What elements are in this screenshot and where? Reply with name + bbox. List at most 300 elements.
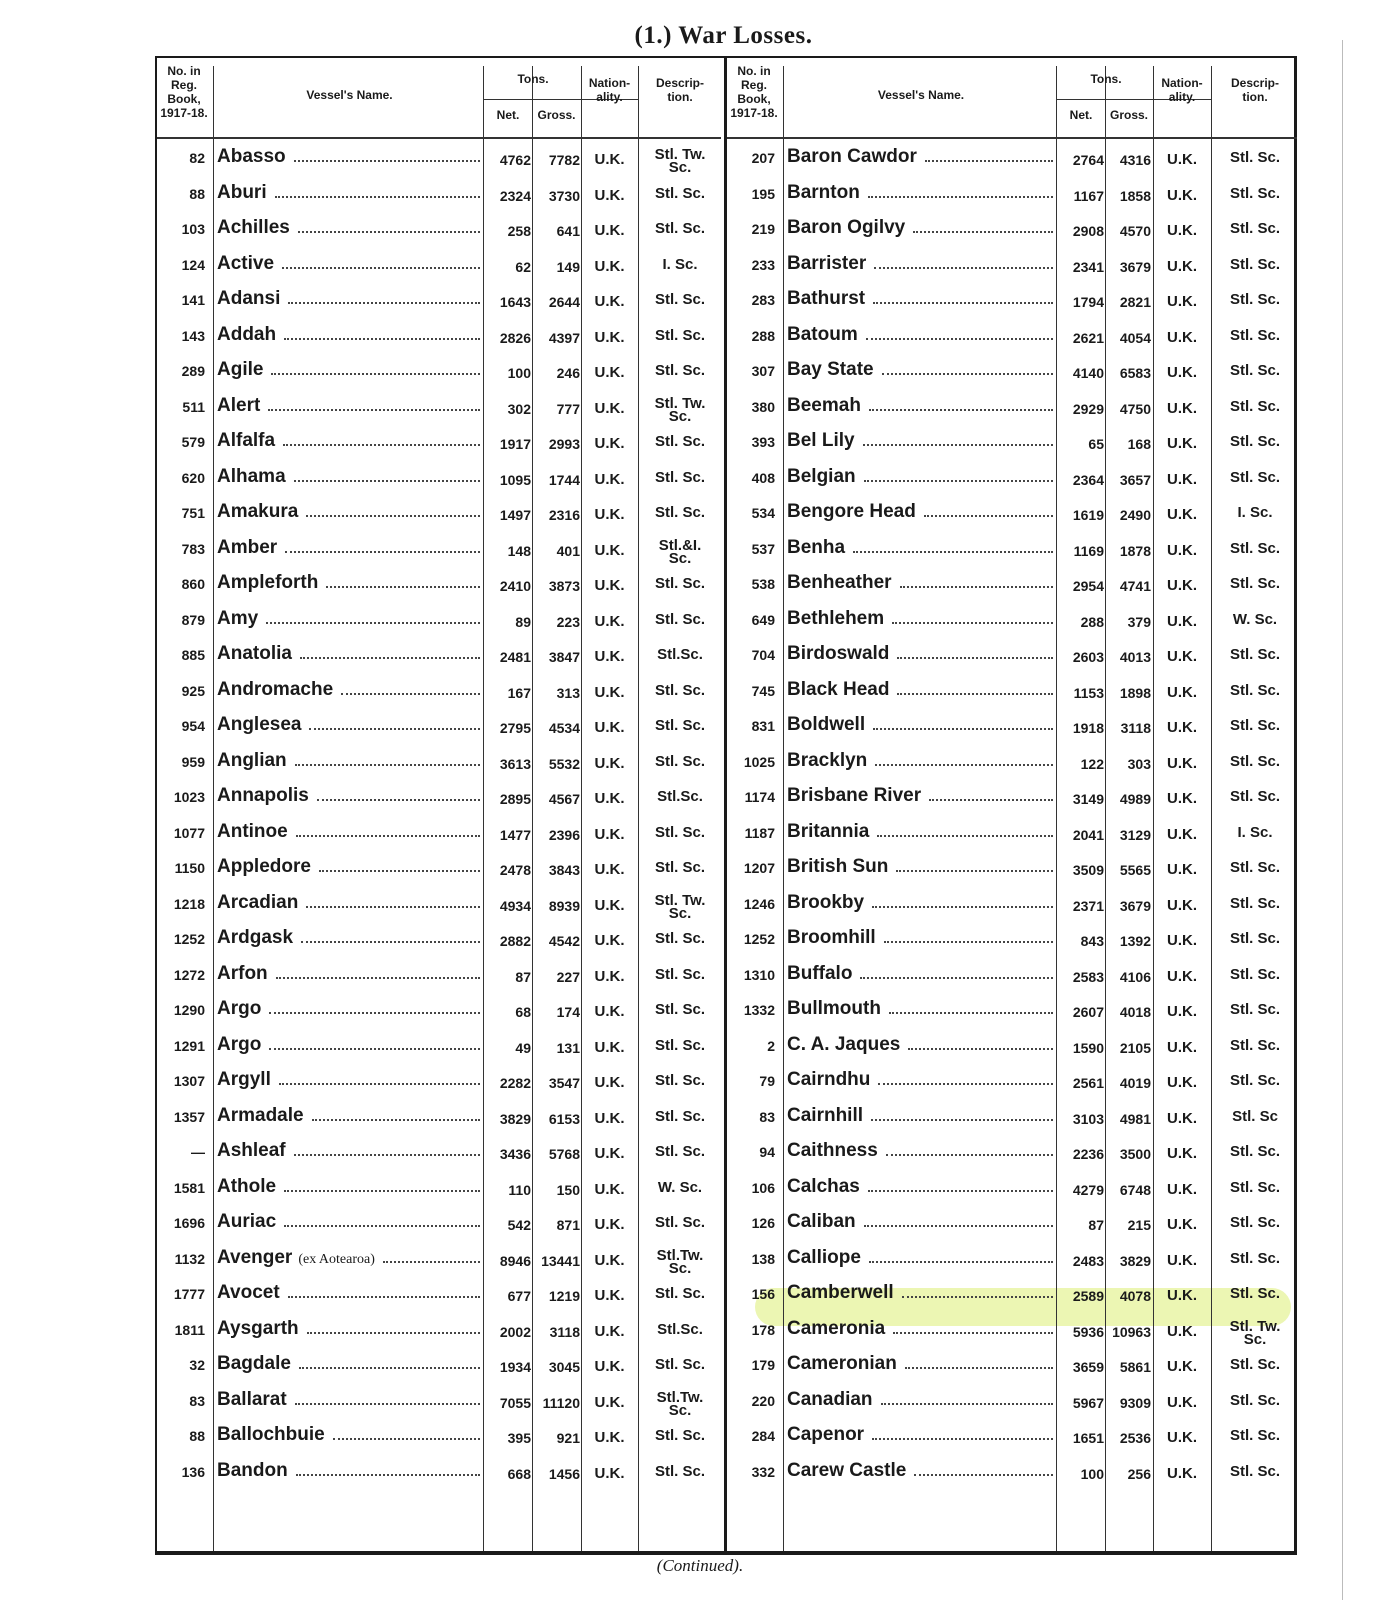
nationality: U.K. (1167, 541, 1197, 559)
vessel-name (787, 572, 1055, 594)
description: I. Sc. (662, 255, 698, 273)
description: Stl. Sc. (1229, 433, 1281, 450)
leader-dots (269, 1048, 480, 1050)
vessel-name-text: Batoum (787, 323, 858, 345)
vessel-name (787, 1424, 1055, 1446)
gross-tons: 3843 (548, 862, 580, 878)
table-row (727, 144, 1297, 180)
leader-dots (925, 160, 1053, 162)
table-row (157, 819, 721, 855)
vessel-name (787, 217, 1055, 239)
nationality: U.K. (594, 1251, 625, 1269)
description: Stl. Tw. Sc. (654, 891, 706, 922)
leader-dots (269, 1012, 480, 1014)
reg-book-number: 751 (181, 505, 205, 521)
nationality: U.K. (1167, 1145, 1197, 1162)
nationality: U.K. (1167, 186, 1197, 204)
nationality: U.K. (1167, 257, 1197, 275)
net-tons: 542 (507, 1217, 531, 1233)
vessel-name-text: British Sun (787, 856, 889, 877)
vessel-name (217, 785, 482, 807)
gross-tons: 4106 (1119, 968, 1151, 985)
table-row (727, 961, 1297, 997)
vessel-name-text: Calchas (787, 1175, 860, 1197)
gross-tons: 4054 (1119, 329, 1151, 346)
leader-dots (884, 941, 1053, 943)
reg-book-number: 1023 (173, 789, 205, 805)
leader-dots (863, 444, 1053, 446)
header-net: Net. (1069, 108, 1093, 122)
description: Stl. Sc. (1229, 468, 1281, 486)
net-tons: 2895 (499, 791, 531, 807)
reg-book-number: 32 (189, 1357, 205, 1373)
reg-book-number: 136 (181, 1463, 205, 1480)
table-row (157, 499, 721, 535)
nationality: U.K. (594, 328, 625, 346)
description: Stl. Sc. (1229, 1391, 1281, 1409)
gross-tons: 3829 (1119, 1252, 1151, 1269)
description: Stl. Sc. (1229, 1214, 1281, 1231)
nationality: U.K. (1167, 1038, 1197, 1056)
nationality: U.K. (1167, 1109, 1197, 1127)
vessel-name-text: Baron Cawdor (787, 146, 917, 167)
gross-tons: 2821 (1119, 294, 1151, 310)
vessel-name-text: Buffalo (787, 962, 853, 984)
vessel-name-text: Brookby (787, 891, 865, 913)
nationality: U.K. (1167, 683, 1197, 701)
leader-dots (897, 693, 1053, 695)
vessel-name (217, 1389, 482, 1411)
description: Stl. Tw. Sc. (654, 146, 706, 176)
gross-tons: 4397 (548, 329, 580, 346)
net-tons: 1590 (1072, 1039, 1104, 1056)
table-row (727, 1351, 1297, 1387)
nationality: U.K. (594, 293, 625, 310)
leader-dots (326, 586, 480, 588)
description: Stl. Sc. (654, 220, 706, 237)
net-tons: 68 (515, 1004, 531, 1020)
reg-book-number: 83 (189, 1392, 205, 1409)
reg-book-number: 511 (182, 398, 205, 415)
nationality: U.K. (1167, 1216, 1197, 1233)
vessel-name (217, 182, 482, 204)
nationality: U.K. (1167, 1358, 1197, 1375)
net-tons: 1169 (1073, 542, 1104, 559)
nationality: U.K. (594, 1287, 625, 1304)
nationality: U.K. (1167, 896, 1197, 914)
table-row (727, 357, 1297, 393)
table-row (727, 1032, 1297, 1068)
vessel-name-text: Black Head (787, 678, 890, 700)
net-tons: 2826 (499, 329, 531, 346)
net-tons: 2607 (1072, 1004, 1104, 1020)
leader-dots (333, 1438, 480, 1440)
description: Stl.Tw. Sc. (656, 1246, 704, 1277)
leader-dots (341, 693, 480, 695)
nationality: U.K. (594, 1003, 625, 1020)
vessel-name (217, 1105, 482, 1127)
vessel-name (217, 217, 482, 239)
leader-dots (929, 799, 1053, 801)
reg-book-number: 1207 (743, 860, 775, 876)
reg-book-number: 2 (767, 1037, 775, 1054)
reg-book-number: 1696 (173, 1215, 205, 1231)
reg-book-number: 745 (751, 682, 775, 699)
gross-tons: 3873 (548, 578, 580, 594)
nationality: U.K. (594, 1074, 625, 1091)
net-tons: 2603 (1072, 649, 1104, 665)
table-row (157, 215, 721, 251)
gross-tons: 1878 (1119, 542, 1151, 559)
table-row (727, 925, 1297, 961)
net-tons: 1934 (499, 1359, 531, 1375)
nationality: U.K. (594, 257, 625, 275)
vessel-name (787, 146, 1055, 168)
table-row (727, 819, 1297, 855)
description: W. Sc. (1232, 610, 1278, 628)
table-row (157, 1351, 721, 1387)
table-row (727, 180, 1297, 216)
nationality: U.K. (1167, 151, 1197, 168)
net-tons: 100 (507, 365, 531, 381)
table-row (157, 606, 721, 642)
table-row (727, 1103, 1297, 1139)
leader-dots (913, 231, 1053, 233)
leader-dots (868, 1190, 1053, 1192)
table-row (727, 215, 1297, 251)
header-nationality: Nation- ality. (588, 76, 631, 104)
gross-tons: 4013 (1119, 649, 1151, 665)
header-gross: Gross. (537, 108, 576, 122)
description: Stl. Tw. Sc. (1229, 1317, 1281, 1348)
description: Stl. Sc. (1229, 291, 1281, 308)
gross-tons: 7782 (548, 152, 580, 168)
reg-book-number: 195 (751, 185, 775, 202)
table-row (727, 1174, 1297, 1210)
vessel-name (217, 1460, 482, 1482)
nationality: U.K. (1167, 861, 1197, 878)
vessel-name (787, 785, 1055, 807)
table-row (727, 854, 1297, 890)
description: Stl. Sc. (1229, 362, 1281, 379)
leader-dots (319, 870, 480, 872)
leader-dots (893, 1332, 1053, 1334)
vessel-name (217, 324, 482, 346)
vessel-name-text: Annapolis (217, 785, 309, 806)
reg-book-number: 233 (751, 256, 775, 273)
vessel-name (217, 466, 482, 488)
leader-dots (874, 267, 1053, 269)
net-tons: 302 (507, 400, 531, 417)
description: Stl. Sc. (654, 362, 706, 379)
gross-tons: 3847 (548, 649, 580, 665)
vessel-name-text: Amy (217, 607, 259, 629)
table-row (727, 393, 1297, 429)
table-row (157, 1280, 721, 1316)
vessel-name-text: Appledore (217, 856, 311, 877)
reg-book-number: 620 (181, 469, 205, 486)
vessel-name-text: Bracklyn (787, 749, 868, 771)
gross-tons: 777 (556, 400, 580, 417)
table-row (727, 1422, 1297, 1458)
description: Stl. Sc. (654, 184, 706, 202)
vessel-name-text: Barnton (787, 181, 860, 203)
nationality: U.K. (594, 1109, 625, 1127)
leader-dots (296, 1474, 480, 1476)
reg-book-number: 1077 (173, 824, 205, 841)
gross-tons: 4750 (1119, 400, 1151, 417)
description: Stl. Sc. (654, 681, 706, 699)
vessel-name (787, 1282, 1055, 1304)
nationality: U.K. (594, 1180, 625, 1198)
net-tons: 87 (1088, 1217, 1104, 1233)
net-tons: 2621 (1072, 329, 1104, 346)
net-tons: 2483 (1072, 1252, 1104, 1269)
description: Stl. Sc. (1229, 397, 1281, 415)
reg-book-number: 380 (751, 398, 775, 415)
leader-dots (288, 1296, 480, 1298)
net-tons: 4279 (1072, 1181, 1104, 1198)
net-tons: 3659 (1072, 1359, 1104, 1375)
leader-dots (296, 835, 480, 837)
description: Stl. Sc. (1229, 1143, 1281, 1160)
description: Stl. Sc. (1229, 184, 1281, 202)
leader-dots (873, 728, 1053, 730)
vessel-name-text: Amakura (217, 501, 299, 522)
description: Stl. Sc. (654, 433, 706, 450)
net-tons: 1651 (1072, 1430, 1104, 1446)
net-tons: 2795 (499, 720, 531, 736)
vessel-name (217, 927, 482, 949)
gross-tons: 1456 (548, 1465, 580, 1482)
reg-book-number: 156 (751, 1286, 775, 1302)
net-tons: 1794 (1072, 294, 1104, 310)
vessel-name-text: Alert (217, 394, 261, 416)
description: Stl. Sc. (1229, 788, 1281, 805)
table-row (157, 1067, 721, 1103)
vessel-name (787, 643, 1055, 665)
table-row (157, 1387, 721, 1423)
vessel-name (217, 1318, 482, 1340)
reg-book-number: 1307 (173, 1073, 205, 1089)
leader-dots (276, 977, 480, 979)
nationality: U.K. (1167, 577, 1197, 594)
header-gross: Gross. (1109, 108, 1148, 122)
vessel-name-text: Belgian (787, 465, 856, 487)
table-row (727, 783, 1297, 819)
leader-dots (268, 409, 480, 411)
description: Stl. Sc. (654, 1001, 706, 1018)
gross-tons: 3045 (548, 1359, 580, 1375)
vessel-name (217, 537, 482, 559)
description: Stl. Sc. (654, 1036, 706, 1054)
vessel-name (217, 714, 482, 736)
nationality: U.K. (1167, 506, 1197, 523)
vessel-name (217, 253, 482, 275)
header-description: Descrip- tion. (655, 76, 705, 104)
nationality: U.K. (594, 754, 625, 772)
gross-tons: 1744 (548, 471, 580, 488)
nationality: U.K. (594, 399, 625, 417)
reg-book-number: 220 (751, 1392, 775, 1409)
gross-tons: 6153 (548, 1110, 580, 1127)
description: Stl. Sc. (654, 930, 706, 947)
net-tons: 1643 (499, 294, 531, 310)
leader-dots (892, 622, 1053, 624)
description: Stl. Sc. (1229, 1285, 1281, 1302)
net-tons: 62 (515, 258, 531, 275)
reg-book-number: 393 (751, 434, 775, 450)
net-tons: 2371 (1072, 897, 1104, 914)
vessel-name (217, 1211, 482, 1233)
vessel-name-text: Armadale (217, 1104, 304, 1126)
table-row (727, 535, 1297, 571)
nationality: U.K. (1167, 222, 1197, 239)
reg-book-number: 1357 (173, 1108, 205, 1125)
gross-tons: 4741 (1119, 578, 1151, 594)
reg-book-number: 1290 (173, 1002, 205, 1018)
net-tons: 2908 (1072, 223, 1104, 239)
nationality: U.K. (594, 1464, 625, 1482)
vessel-name-text: Anglesea (217, 714, 302, 735)
leader-dots (881, 1403, 1053, 1405)
gross-tons: 3679 (1119, 897, 1151, 914)
vessel-name (787, 253, 1055, 275)
net-tons: 1167 (1073, 187, 1104, 204)
gross-tons: 1219 (548, 1288, 580, 1304)
vessel-name (787, 1140, 1055, 1162)
leader-dots (298, 231, 480, 233)
reg-book-number: 126 (751, 1215, 775, 1231)
nationality: U.K. (1167, 328, 1197, 346)
vessel-name (787, 359, 1055, 381)
nationality: U.K. (1167, 825, 1197, 843)
gross-tons: 5532 (548, 755, 580, 772)
leader-dots (294, 160, 480, 162)
header-tons: Tons. (517, 72, 549, 86)
table-row (157, 180, 721, 216)
table-row (157, 854, 721, 890)
vessel-name-text: Britannia (787, 820, 870, 842)
leader-dots (282, 267, 480, 269)
reg-book-number: 141 (181, 292, 205, 308)
vessel-name-text: Bethlehem (787, 607, 885, 629)
nationality: U.K. (594, 896, 625, 914)
header-description: Descrip- tion. (1230, 76, 1280, 104)
vessel-name-text: Carew Castle (787, 1459, 907, 1481)
leader-dots (294, 1154, 480, 1156)
net-tons: 677 (507, 1288, 531, 1304)
nationality: U.K. (594, 1322, 625, 1340)
vessel-name (217, 1247, 482, 1269)
net-tons: 3149 (1072, 791, 1104, 807)
reg-book-number: 1187 (744, 824, 775, 841)
vessel-name-text: Aburi (217, 181, 267, 203)
page-title: (1.) War Losses. (634, 22, 813, 49)
description: Stl. Sc (1232, 1107, 1278, 1125)
vessel-name-text: Active (217, 252, 275, 274)
leader-dots (288, 302, 480, 304)
reg-book-number: 88 (189, 185, 205, 202)
nationality: U.K. (1167, 754, 1197, 772)
gross-tons: 379 (1127, 613, 1151, 630)
nationality: U.K. (1167, 1464, 1197, 1482)
gross-tons: 4542 (548, 933, 580, 949)
description: Stl. Sc. (1229, 539, 1281, 557)
vessel-name-text: Bagdale (217, 1353, 291, 1374)
gross-tons: 223 (556, 613, 580, 630)
leader-dots (306, 515, 480, 517)
table-row (157, 393, 721, 429)
leader-dots (878, 1083, 1053, 1085)
header-vessel-name: Vessel's Name. (877, 88, 965, 102)
leader-dots (294, 480, 480, 482)
header-vessel-name: Vessel's Name. (306, 88, 393, 102)
vessel-name (217, 679, 482, 701)
description: Stl. Sc. (1229, 752, 1281, 770)
vessel-name (217, 1176, 482, 1198)
leader-dots (309, 728, 480, 730)
description: Stl. Sc. (1229, 894, 1281, 912)
gross-tons: 149 (556, 258, 580, 275)
vessel-name (787, 750, 1055, 772)
description: Stl. Sc. (1229, 646, 1281, 663)
net-tons: 65 (1088, 436, 1104, 452)
table-row (727, 641, 1297, 677)
reg-book-number: 289 (181, 363, 205, 379)
net-tons: 100 (1080, 1465, 1104, 1482)
nationality: U.K. (594, 506, 625, 523)
table-row (157, 641, 721, 677)
gross-tons: 313 (556, 684, 580, 701)
net-tons: 288 (1080, 613, 1104, 630)
vessel-name (787, 395, 1055, 417)
net-tons: 49 (515, 1039, 531, 1056)
vessel-name (217, 395, 482, 417)
leader-dots (866, 338, 1053, 340)
vessel-name (787, 1247, 1055, 1269)
net-tons: 5967 (1072, 1394, 1104, 1411)
nationality: U.K. (1167, 1180, 1197, 1198)
vessel-name-text: Argyll (217, 1069, 271, 1090)
table-row (727, 286, 1297, 322)
nationality: U.K. (594, 932, 625, 949)
reg-book-number: 207 (751, 150, 775, 166)
gross-tons: 303 (1127, 755, 1151, 772)
vessel-name-text: Bandon (217, 1459, 288, 1481)
description: Stl. Sc. (654, 1143, 706, 1160)
vessel-name-text: Camberwell (787, 1282, 894, 1303)
vessel-name (787, 927, 1055, 949)
table-row (727, 748, 1297, 784)
vessel-name-text: Capenor (787, 1424, 865, 1445)
table-right-half (724, 58, 1297, 1551)
gross-tons: 227 (556, 968, 580, 985)
leader-dots (295, 764, 480, 766)
leader-dots (284, 1190, 480, 1192)
reg-book-number: 94 (759, 1144, 775, 1160)
vessel-name-text: Canadian (787, 1388, 873, 1410)
table-row (727, 1209, 1297, 1245)
vessel-name-text: Birdoswald (787, 643, 890, 664)
description: Stl. Sc. (1229, 255, 1281, 273)
nationality: U.K. (1167, 470, 1197, 488)
vessel-name (787, 1389, 1055, 1411)
description: W. Sc. (657, 1178, 703, 1196)
description: Stl. Sc. (1229, 1178, 1281, 1196)
net-tons: 2324 (499, 187, 531, 204)
reg-book-number: 283 (751, 292, 775, 308)
